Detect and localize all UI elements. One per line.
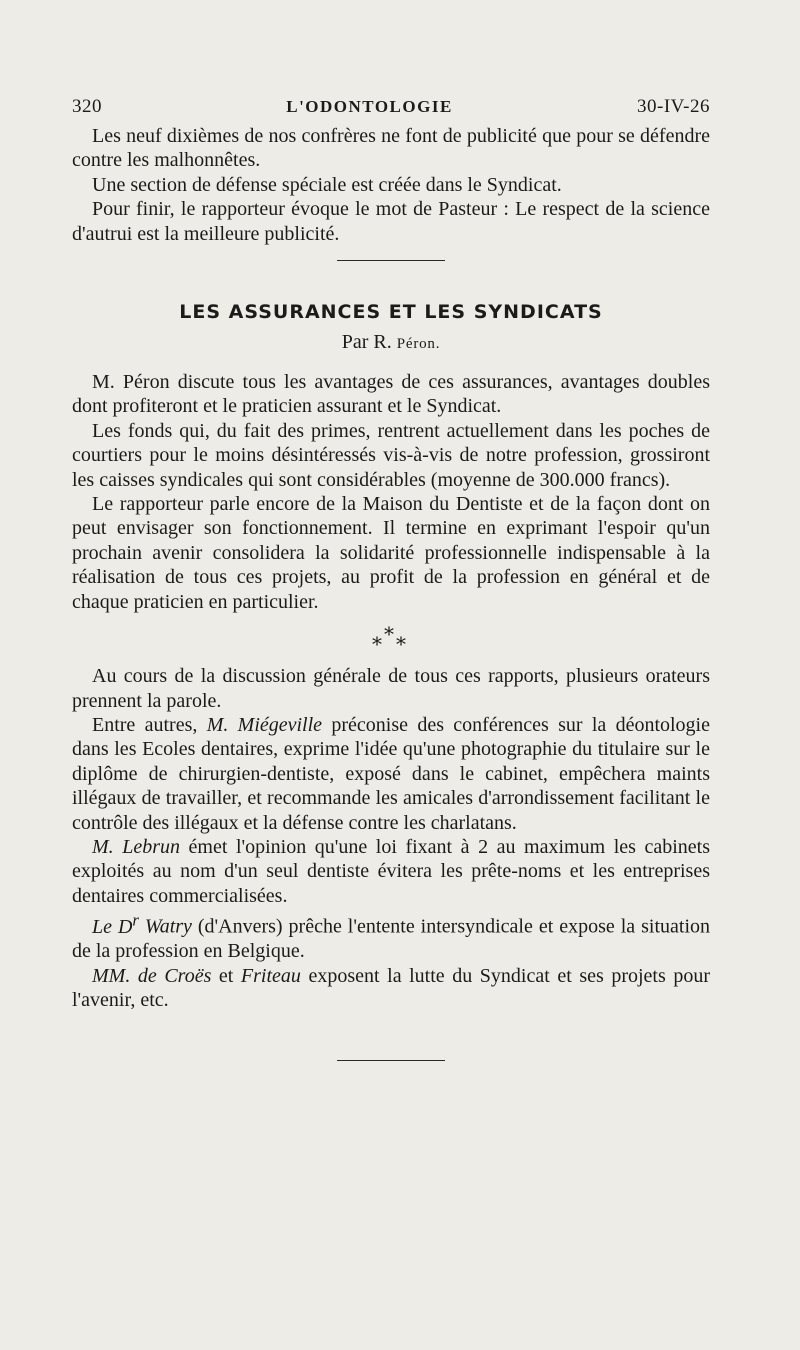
text-span: émet l'opinion qu'une loi fixant à 2 au maximum les cabinets exploités au nom d'un seul dentiste évitera les prête-noms et les entreprises dentaires commercialisées. [72,835,710,907]
text-span: et [218,964,234,987]
page-number: 320 [72,96,102,117]
superscript: r [132,910,139,930]
byline [72,331,710,354]
byline-author: Péron. [396,336,441,353]
section-title: LES ASSURANCES ET LES SYNDICATS [179,301,603,324]
discussion-paragraph [72,835,710,908]
section-divider [337,260,445,261]
speaker-name: Friteau [240,964,301,987]
text-span: exposent la lutte du Syndicat et ses projets pour l'avenir, etc. [72,964,710,1012]
text-span: Entre autres, [92,713,198,736]
text-span: Le D [92,915,133,938]
discussion-paragraph: Au cours de la discussion générale de tous ces rapports, plusieurs orateurs prennent la parole. [72,665,710,712]
asterism-star-top: * [384,622,394,647]
running-header [72,96,710,118]
byline-prefix: Par R. [341,331,392,354]
text-span: (d'Anvers) prêche l'entente intersyndicale et expose la situation de la profession en Belgique. [72,915,711,963]
asterism-star-right: * [396,632,406,657]
discussion-paragraph [72,908,710,963]
intro-paragraph: Pour finir, le rapporteur évoque le mot de Pasteur : Le respect de la science d'autrui est la meilleure publicité. [72,198,710,245]
intro-paragraph: Les neuf dixièmes de nos confrères ne font de publicité que pour se défendre contre les malhonnêtes. [72,125,710,172]
discussion-paragraph [72,964,710,1013]
discussion-paragraph [72,713,710,835]
section-paragraph: Le rapporteur parle encore de la Maison du Dentiste et de la façon dont on peut envisager son fonctionnement. Il termine en exprimant l'espoir qu'un prochain avenir consolidera la solidarité professionnelle indispensable à la réalisation de tous ces projets, au profit de la profession en général et de chaque praticien en particulier. [72,493,710,613]
end-divider [337,1060,445,1061]
journal-title: L'ODONTOLOGIE [286,97,453,116]
asterism [72,620,710,657]
asterism-star-left: * [372,632,382,657]
section-paragraph: Les fonds qui, du fait des primes, rentrent actuellement dans les poches de courtiers pour le moins désintéressés vis-à-vis de notre profession, grossiront les caisses syndicales qui sont considérables (moyenne de 300.000 francs). [72,419,710,491]
speaker-name: M. Miégeville [206,713,323,736]
speaker-name: M. Lebrun [92,835,180,858]
speaker-title [92,910,139,938]
speaker-name: MM. de Croës [92,964,212,987]
section-paragraph: M. Péron discute tous les avantages de ces assurances, avantages doubles dont profiteront et le praticien assurant et le Syndicat. [72,371,710,418]
intro-paragraph: Une section de défense spéciale est créée dans le Syndicat. [92,173,562,196]
text-span: préconise des conférences sur la déontologie dans les Ecoles dentaires, exprime l'idée qu'une photographie du titulaire sur le diplôme de chirurgien-dentiste, exposé dans le cabinet, empêchera maints illégaux de travailler, et recommande les amicales d'arrondissement facilitant le contrôle des illégaux et la défense contre les charlatans. [72,713,710,834]
page [72,96,710,1061]
issue-date: 30-IV-26 [637,96,710,117]
speaker-name: Watry [144,915,192,938]
